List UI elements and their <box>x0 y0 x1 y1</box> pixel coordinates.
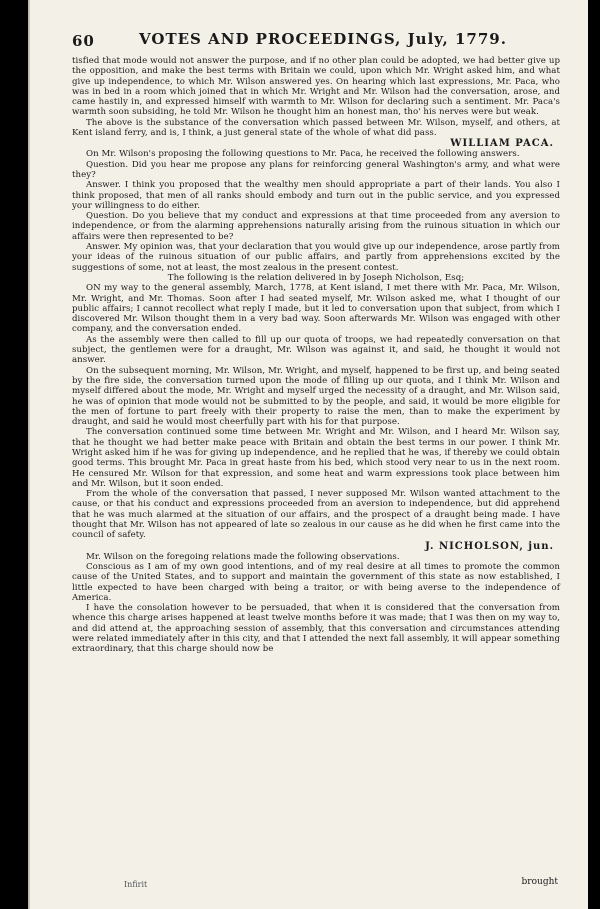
paragraph: On Mr. Wilson's proposing the following questions to Mr. Paca, he received the following answers. <box>86 149 520 160</box>
running-title: VOTES AND PROCEEDINGS, July, 1779. <box>139 30 507 48</box>
paragraph: Question. Did you hear me propose any plans for reinforcing general Washington's army, and what were they? <box>72 159 560 180</box>
paragraph: Mr. Wilson on the foregoing relations made the following observations. <box>86 551 400 562</box>
paragraph: ON my way to the general assembly, March, 1778, at Kent island, I met there with Mr. Paca, Mr. Wilson, Mr. Wright, and Mr. Thomas. Soon after I had seated myself, Mr. Wilson asked me, what I thought of our public affairs; I cannot recollect what reply I made, but it led to conversation upon that subject, from which I discovered Mr. Wilson thought them in a very bad way. Soon afterwards Mr. Wilson was engaged with other company, and the conversation ended. <box>72 283 560 335</box>
paragraph: tisfied that mode would not answer the purpose, and if no other plan could be adopted, we had better give up the opposition, and make the best terms with Britain we could, upon which Mr. Wright asked him, and what give up independence, to which Mr. Wilson answered yes. On hearing which last expressions, Mr. Paca, who was in bed in a room which joined that in which Mr. Wright and Mr. Wilson had the conversation, arose, and came hastily in, and expressed himself with warmth to Mr. Wilson for declaring such a sentiment. Mr. Paca's warmth soon subsiding, he told Mr. Wilson he thought him an honest man, tho' his nerves were but weak. <box>72 56 560 118</box>
paragraph: I have the consolation however to be persuaded, that when it is considered that the conversation from whence this charge arises happened at least twelve months before it was made; that I was then on my way to, and did attend at, the approaching session of assembly, that this conversation and circumstances attending were related immediately after in this city, and that I attended the next fall assembly, it will appear something extraordinary, that this charge should now be <box>72 603 560 655</box>
paragraph: From the whole of the conversation that passed, I never supposed Mr. Wilson wanted attachment to the cause, or that his conduct and expressions proceeded from an aversion to independence, but did apprehend that he was much alarmed at the situation of our affairs, and the prospect of a draught being made. I have thought that Mr. Wilson has not appeared of late so zealous in our cause as he did when he first came into the council of safety. <box>72 489 560 541</box>
page-header <box>72 30 552 56</box>
paragraph: Answer. I think you proposed that the wealthy men should appropriate a part of their lands. You also I think proposed, that men of all ranks should embody and turn out in the public service, and you expressed your willingness to do either. <box>72 180 560 211</box>
paragraph: The above is the substance of the conversation which passed between Mr. Wilson, myself, and others, at Kent island ferry, and is, I think, a just general state of the whole of what did pass. <box>72 117 560 139</box>
paragraph: Question. Do you believe that my conduct and expressions at that time proceeded from any aversion to independence, or from the alarming apprehensions naturally arising from the ruinous situation in which our affairs were then represented to be? <box>72 211 560 242</box>
signature: J. NICHOLSON, jun. <box>425 540 554 552</box>
paragraph: Conscious as I am of my own good intentions, and of my real desire at all times to promote the common cause of the United States, and to support and maintain the government of this state as now established, I little expected to have been charged with being a traitor, or with being averse to the independence of America. <box>72 561 560 603</box>
paragraph: On the subsequent morning, Mr. Wilson, Mr. Wright, and myself, happened to be first up, and being seated by the fire side, the conversation turned upon the mode of filling up our quota, and I think Mr. Wilson and myself differed about the mode, Mr. Wright and myself urged the necessity of a draught, and Mr. Wilson said, he was of opinion that mode would not be submitted to by the people, and said, it would be more eligible for the men of fortune to part freely with their property to raise the men, than to make the experiment by draught, and said he would most cheerfully part with his for that purpose. <box>72 365 560 428</box>
page-number: 60 <box>72 32 95 50</box>
paragraph: As the assembly were then called to fill up our quota of troops, we had repeatedly conversation on that subject, the gentlemen were for a draught, Mr. Wilson was against it, and said, he thought it would not answer. <box>72 334 560 366</box>
signature: WILLIAM PACA. <box>450 138 554 150</box>
body-text <box>72 56 560 655</box>
paragraph: The following is the relation delivered in by Joseph Nicholson, Esq; <box>167 272 465 283</box>
paragraph: Answer. My opinion was, that your declaration that you would give up our independence, arose partly from your ideas of the ruinous situation of our public affairs, and partly from apprehensions excited by the suggestions of some, not at least, the most zealous in the present contest. <box>72 242 560 273</box>
paragraph: The conversation continued some time between Mr. Wright and Mr. Wilson, and I heard Mr. Wilson say, that he thought we had better make peace with Britain and obtain the best terms in our power. I think Mr. Wright asked him if he was for giving up independence, and he replied that he was, if thereby we could obtain good terms. This brought Mr. Paca in great haste from his bed, which stood very near to us in the next room. He censured Mr. Wilson for that expression, and some heat and warm expressions took place between him and Mr. Wilson, but it soon ended. <box>72 427 560 489</box>
document-page <box>28 0 588 909</box>
catchword: brought <box>521 877 558 887</box>
footmark: Infirit <box>124 880 148 889</box>
